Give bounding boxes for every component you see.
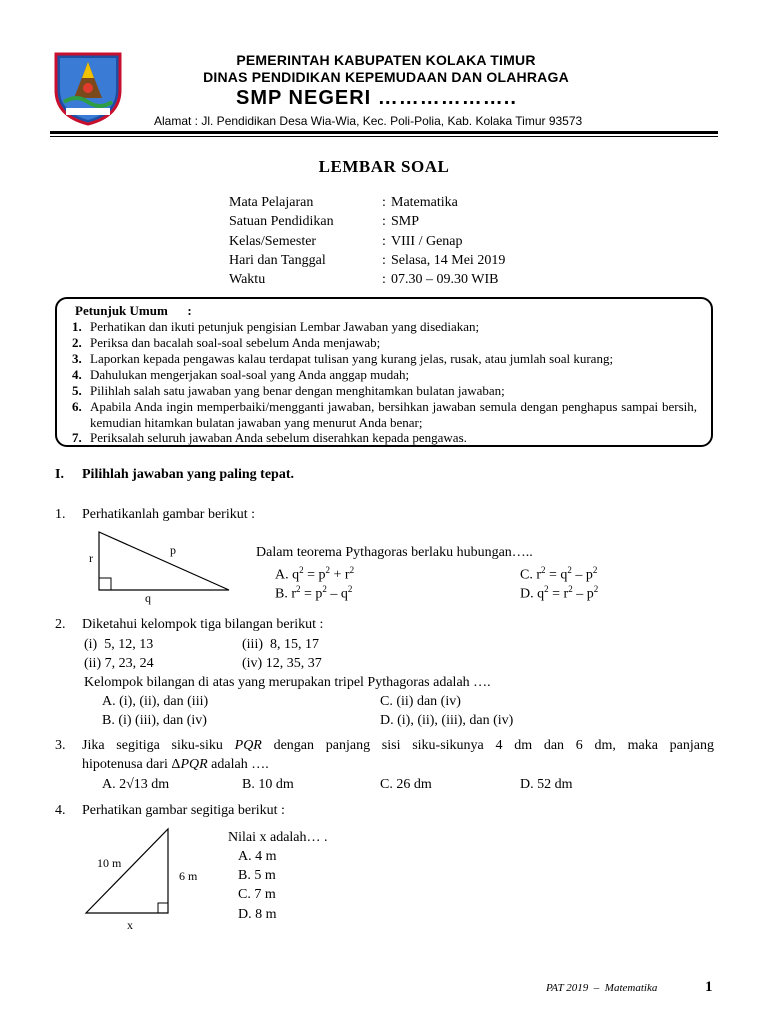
question-number: 2. [55,617,66,632]
answer-option [275,584,352,603]
exponent: 2 [593,584,599,594]
info-label: Mata Pelajaran [229,195,314,210]
instruction-number: 7. [72,430,82,445]
question-text: Perhatikan gambar segitiga berikut : [82,803,285,818]
instructions-heading: Petunjuk Umum : [75,303,192,318]
option-term: = p [303,567,326,583]
info-label: Waktu [229,272,266,287]
question-text: Diketahui kelompok tiga bilangan berikut : [82,617,324,632]
option-term: r [291,586,297,602]
info-value: Matematika [391,195,458,210]
figure-label-base: x [127,918,133,932]
exponent: 2 [592,565,598,575]
instruction-text: Dahulukan mengerjakan soal-soal yang Anda anggap mudah; [90,367,410,382]
info-value: 07.30 – 09.30 WIB [391,272,499,287]
question-number: 4. [55,803,66,818]
question-text-line-2 [82,757,269,773]
section-title: Pilihlah jawaban yang paling tepat. [82,467,294,482]
answer-option: D. 8 m [238,907,277,922]
info-colon: : [382,234,386,249]
info-colon: : [382,214,386,229]
number-group: (ii) 7, 23, 24 [84,656,154,671]
school-name: SMP NEGERI ……………….. [236,87,517,109]
answer-option: D. 52 dm [520,777,573,792]
question-prompt: Dalam teorema Pythagoras berlaku hubungan….. [256,545,533,560]
instruction-text: Apabila Anda ingin memperbaiki/mengganti jawaban, bersihkan jawaban semula dengan penghapus sampai bersih, kemudian hitamkan bulatan jawaban yang menurut Anda benar; [90,399,697,430]
answer-option: C. 26 dm [380,777,432,792]
page-number: 1 [705,979,713,995]
option-term: – p [571,567,593,583]
number-group: (iii) 8, 15, 17 [242,637,319,652]
exponent: 2 [322,584,327,594]
question-number: 3. [55,738,66,753]
header-rule-thin [50,136,718,137]
instruction-text: Perhatikan dan ikuti petunjuk pengisian Lembar Jawaban yang disediakan; [90,319,480,334]
instruction-number: 1. [72,319,82,334]
number-group: (iv) 12, 35, 37 [242,656,322,671]
instruction-text: Periksalah seluruh jawaban Anda sebelum diserahkan kepada pengawas. [90,430,467,445]
answer-option: B. (i) (iii), dan (iv) [102,713,207,728]
exponent: 2 [296,584,301,594]
info-label: Hari dan Tanggal [229,253,326,268]
school-address: Alamat : Jl. Pendidikan Desa Wia-Wia, Kec. Poli-Polia, Kab. Kolaka Timur 93573 [154,114,583,128]
option-term: r [536,567,542,583]
info-colon: : [382,272,386,287]
option-letter: B. [275,586,288,602]
triangle-name: PQR [234,738,262,753]
option-letter: C. [520,567,533,583]
exponent: 2 [541,565,546,575]
header-line-2: DINAS PENDIDIKAN KEPEMUDAAN DAN OLAHRAGA [203,69,569,85]
option-term: = q [545,567,568,583]
question-number: 1. [55,507,66,522]
exponent: 2 [568,584,573,594]
option-term: – q [326,586,348,602]
instruction-text: Periksa dan bacalah soal-soal sebelum Anda menjawab; [90,335,381,350]
option-term: = p [300,586,323,602]
answer-option [275,565,354,584]
figure-label-hypotenuse: 10 m [97,856,122,870]
info-value: VIII / Genap [391,234,463,249]
instruction-number: 2. [72,335,82,350]
answer-option: B. 10 dm [242,777,294,792]
exponent: 2 [299,565,304,575]
answer-option: A. 4 m [238,849,277,864]
option-letter: D. [520,586,534,602]
exponent: 2 [347,584,353,594]
instruction-number: 6. [72,399,82,414]
question-prompt: Nilai x adalah… . [228,830,328,845]
question-text [82,738,714,754]
answer-option: B. 5 m [238,868,276,883]
info-colon: : [382,253,386,268]
header-line-1: PEMERINTAH KABUPATEN KOLAKA TIMUR [236,52,536,68]
option-letter: A. [275,567,289,583]
crest-icon [52,50,124,126]
option-term: q [292,567,300,583]
figure-label-side: 6 m [179,869,198,883]
figure-label-r: r [89,551,93,565]
question-text-part: hipotenusa dari Δ [82,757,181,772]
figure-label-p: p [170,543,176,557]
instruction-number: 5. [72,383,82,398]
question-text-part: Jika segitiga siku-siku [82,738,235,753]
question-text-part: dengan panjang sisi siku-sikunya 4 dm dan 6 dm, maka panjang [261,738,715,753]
info-label: Satuan Pendidikan [229,214,334,229]
exponent: 2 [349,565,355,575]
answer-option: C. (ii) dan (iv) [380,694,461,709]
number-group: (i) 5, 12, 13 [84,637,154,652]
info-colon: : [382,195,386,210]
figure-label-q: q [145,591,151,605]
option-term: q [537,586,545,602]
info-value: SMP [391,214,420,229]
triangle-figure [80,825,180,920]
footer-text: PAT 2019 – Matematika [546,982,658,994]
page-title: LEMBAR SOAL [318,157,450,176]
info-value: Selasa, 14 Mei 2019 [391,253,506,268]
section-number: I. [55,467,64,482]
option-term: + r [330,567,350,583]
triangle-name: PQR [180,757,208,772]
answer-option [520,565,597,584]
option-term: – p [572,586,594,602]
answer-option: A. 2√13 dm [102,777,170,792]
question-prompt: Kelompok bilangan di atas yang merupakan tripel Pythagoras adalah …. [84,675,491,690]
exponent: 2 [325,565,331,575]
question-text-part: adalah …. [207,757,269,772]
instruction-number: 3. [72,351,82,366]
answer-option: C. 7 m [238,887,276,902]
option-term: = r [548,586,569,602]
header-rule [50,131,718,134]
info-label: Kelas/Semester [229,234,317,249]
triangle-figure [85,528,235,608]
answer-option: D. (i), (ii), (iii), dan (iv) [380,713,514,728]
exponent: 2 [544,584,549,594]
instruction-text: Laporkan kepada pengawas kalau terdapat tulisan yang kurang jelas, rusak, atau jumlah soal kurang; [90,351,614,366]
answer-option [520,584,598,603]
answer-option: A. (i), (ii), dan (iii) [102,694,209,709]
instructions-box [55,297,713,447]
instruction-text: Pilihlah salah satu jawaban yang benar dengan menghitamkan bulatan jawaban; [90,383,505,398]
exponent: 2 [567,565,572,575]
school-logo [52,50,124,126]
instruction-number: 4. [72,367,82,382]
question-text: Perhatikanlah gambar berikut : [82,507,255,522]
